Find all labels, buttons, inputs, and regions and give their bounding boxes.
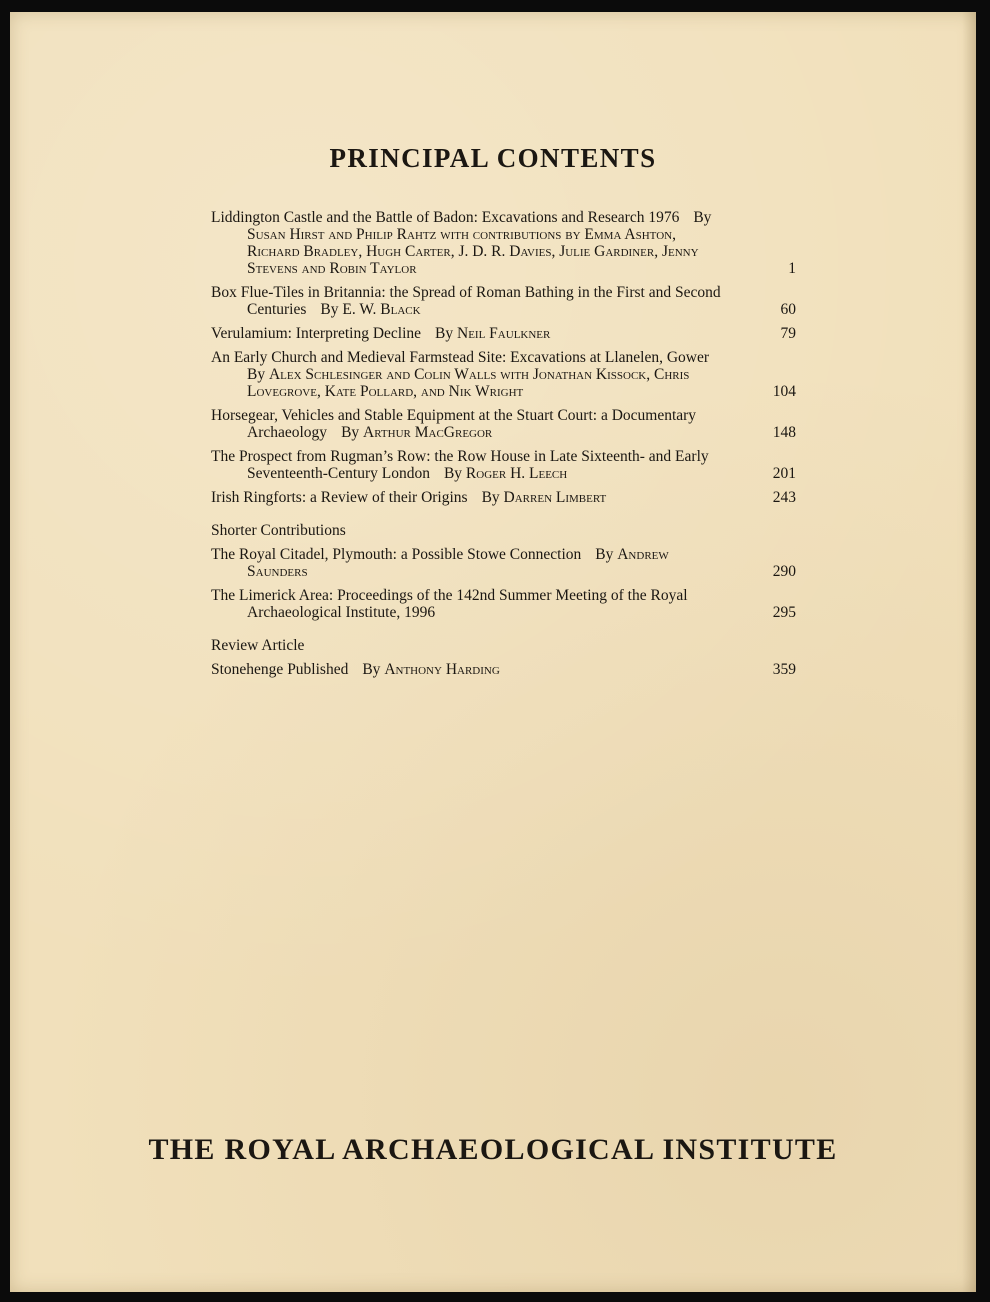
by-label: By — [247, 366, 266, 383]
by-label: By — [362, 661, 381, 678]
article-authors: Neil Faulkner — [457, 325, 551, 342]
page-number: 359 — [772, 661, 796, 678]
toc-entry — [211, 209, 796, 277]
article-title: Box Flue-Tiles in Britannia: the Spread of Roman Bathing in the First and Second Centuries — [211, 284, 721, 318]
section-heading-review: Review Article — [211, 637, 305, 654]
journal-back-cover — [10, 12, 976, 1292]
page-number: 243 — [772, 489, 796, 506]
page-number: 201 — [772, 465, 796, 482]
article-title: Stonehenge Published — [211, 661, 349, 678]
toc-entry — [211, 489, 796, 506]
page-number: 148 — [772, 424, 796, 441]
article-authors: Arthur MacGregor — [363, 424, 493, 441]
publisher-name: THE ROYAL ARCHAEOLOGICAL INSTITUTE — [148, 1133, 838, 1166]
page-number: 79 — [780, 325, 796, 342]
article-authors: Alex Schlesinger and Colin Walls with Jonathan Kissock, Chris Lovegrove, Kate Pollard, and Nik Wright — [247, 366, 690, 400]
contents-heading: PRINCIPAL CONTENTS — [329, 143, 657, 173]
page-number: 290 — [772, 563, 796, 580]
article-title: Horsegear, Vehicles and Stable Equipment at the Stuart Court: a Documentary Archaeology — [211, 407, 697, 441]
toc-entry — [211, 325, 796, 342]
article-authors: Darren Limbert — [503, 489, 607, 506]
by-label: By — [435, 325, 454, 342]
by-label: By — [481, 489, 500, 506]
toc-entry — [211, 284, 796, 318]
toc-entry — [211, 448, 796, 482]
article-title: The Royal Citadel, Plymouth: a Possible Stowe Connection — [211, 546, 582, 563]
by-label: By — [320, 301, 339, 318]
by-label: By — [693, 209, 712, 226]
page-number: 60 — [780, 301, 796, 318]
article-authors: E. W. Black — [342, 301, 421, 318]
page-number: 104 — [772, 383, 796, 400]
by-label: By — [341, 424, 360, 441]
article-title: The Prospect from Rugman’s Row: the Row House in Late Sixteenth- and Early Seventeenth-Century London — [211, 448, 709, 482]
section-heading-shorter: Shorter Contributions — [211, 522, 346, 539]
article-authors: Andrew Saunders — [247, 546, 669, 580]
article-authors: Susan Hirst and Philip Rahtz with contributions by Emma Ashton, Richard Bradley, Hugh Carter, J. D. R. Davies, Julie Gardiner, Jenny Stevens and Robin Taylor — [247, 226, 699, 277]
page-number: 1 — [788, 260, 796, 277]
toc-entry — [211, 546, 796, 580]
table-of-contents — [211, 209, 796, 685]
toc-entry — [211, 349, 796, 400]
by-label: By — [443, 465, 463, 482]
article-title: Irish Ringforts: a Review of their Origins — [211, 489, 468, 506]
article-authors: Anthony Harding — [384, 661, 500, 678]
article-title: An Early Church and Medieval Farmstead Site: Excavations at Llanelen, Gower — [211, 349, 709, 366]
page-number: 295 — [772, 604, 796, 621]
article-authors: Roger H. Leech — [465, 465, 568, 482]
toc-entry — [211, 587, 796, 621]
article-title: Verulamium: Interpreting Decline — [211, 325, 422, 342]
by-label: By — [595, 546, 614, 563]
article-title: Liddington Castle and the Battle of Badon: Excavations and Research 1976 — [211, 209, 680, 226]
toc-entry — [211, 407, 796, 441]
toc-entry — [211, 661, 796, 678]
article-title: The Limerick Area: Proceedings of the 142nd Summer Meeting of the Royal Archaeological Institute, 1996 — [211, 587, 688, 621]
